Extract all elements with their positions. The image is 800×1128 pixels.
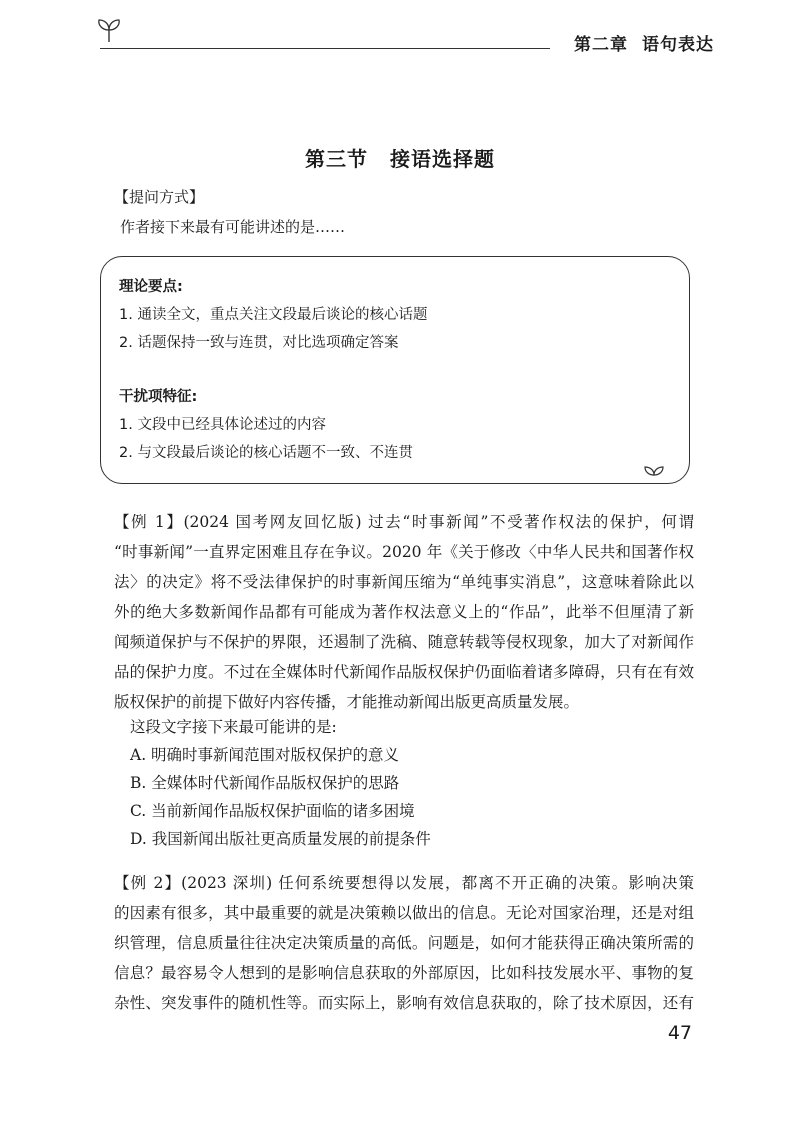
option-b: B. 全媒体时代新闻作品版权保护的思路	[130, 774, 400, 792]
example-2-passage	[114, 868, 694, 1018]
passage-line: 外的绝大多数新闻作品都有可能成为著作权法意义上的“作品”，此举不但厘清了新	[114, 603, 694, 621]
sprout-icon	[94, 16, 124, 46]
passage-line: 闻频道保护与不保护的界限，还遏制了洗稿、随意转载等侵权现象，加大了对新闻作	[114, 633, 694, 651]
passage-line: 信息？最容易令人想到的是影响信息获取的外部原因，比如科技发展水平、事物的复	[114, 964, 694, 982]
points-heading: 理论要点:	[119, 279, 183, 295]
passage-line: 的因素有很多，其中最重要的就是决策赖以做出的信息。无论对国家治理，还是对组	[114, 904, 694, 922]
passage-line: 织管理，信息质量往往决定决策质量的高低。问题是，如何才能获得正确决策所需的	[114, 934, 694, 952]
chapter-title: 语句表达	[642, 35, 714, 55]
example-1-passage	[114, 507, 694, 717]
passage-line: 【例 1】(2024 国考网友回忆版) 过去“时事新闻”不受著作权法的保护，何谓	[114, 513, 694, 531]
option-c: C. 当前新闻作品版权保护面临的诸多困境	[130, 802, 415, 820]
distractors-heading: 干扰项特征:	[119, 389, 198, 405]
section-title	[0, 143, 800, 172]
question-style-text: 作者接下来最有可能讲述的是……	[120, 218, 346, 236]
passage-line: 法〉的决定》将不受法律保护的时事新闻压缩为“单纯事实消息”，这意味着除此以	[114, 573, 694, 591]
passage-line: 品的保护力度。不过在全媒体时代新闻作品版权保护仍面临着诸多障碍，只有在有效	[114, 663, 694, 681]
passage-line: 版权保护的前提下做好内容传播，才能推动新闻出版更高质量发展。	[114, 693, 580, 711]
passage-line: “时事新闻”一直界定困难且存在争议。2020 年《关于修改〈中华人民共和国著作权	[114, 543, 694, 561]
section-number: 第三节	[305, 147, 368, 171]
leaf-ornament-icon	[641, 463, 667, 479]
chapter-number: 第二章	[574, 35, 628, 55]
option-d: D. 我国新闻出版社更高质量发展的前提条件	[130, 830, 431, 848]
section-name: 接语选择题	[390, 147, 495, 171]
page-number: 47	[667, 1022, 692, 1044]
distractor-item: 1. 文段中已经具体论述过的内容	[119, 417, 326, 433]
header-rule	[100, 48, 550, 49]
chapter-heading	[574, 30, 714, 55]
theory-box	[100, 256, 690, 484]
point-item: 1. 通读全文，重点关注文段最后谈论的核心话题	[119, 307, 428, 323]
example-1-question: 这段文字接下来最可能讲的是:	[130, 718, 337, 736]
option-a: A. 明确时事新闻范围对版权保护的意义	[130, 746, 400, 764]
distractor-item: 2. 与文段最后谈论的核心话题不一致、不连贯	[119, 445, 413, 461]
point-item: 2. 话题保持一致与连贯，对比选项确定答案	[119, 335, 399, 351]
question-style-label: 【提问方式】	[114, 188, 205, 206]
passage-line: 【例 2】(2023 深圳) 任何系统要想得以发展，都离不开正确的决策。影响决策	[114, 874, 694, 892]
running-header	[90, 14, 730, 54]
passage-line: 杂性、突发事件的随机性等。而实际上，影响有效信息获取的，除了技术原因，还有	[114, 994, 694, 1012]
